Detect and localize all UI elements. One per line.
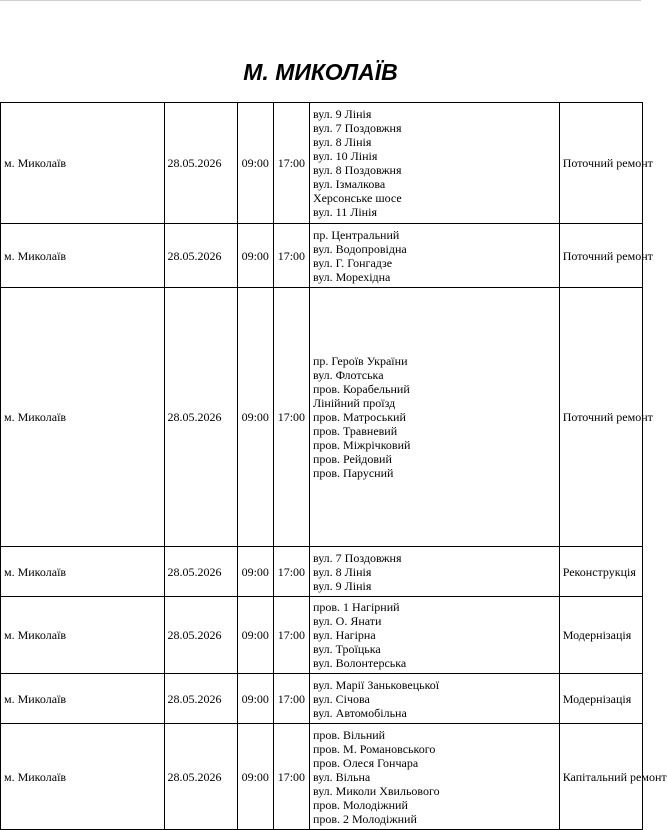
street-name: пров. 1 Нагірний <box>312 600 400 614</box>
street-name: вул. Нагірна <box>312 628 376 642</box>
time-to-cell: 17:00 <box>273 288 309 547</box>
time-to-cell: 17:00 <box>273 597 309 674</box>
street-name: вул. 10 Лінія <box>312 149 378 163</box>
street-name: вул. 9 Лінія <box>312 107 372 121</box>
table-row <box>1 288 643 547</box>
city-cell: м. Миколаїв <box>1 547 165 597</box>
work-type-cell: Поточний ремонт <box>559 288 642 547</box>
time-from-cell: 09:00 <box>237 724 273 830</box>
top-rule <box>0 0 641 1</box>
table-row <box>1 547 643 597</box>
date-cell: 28.05.2026 <box>164 103 237 224</box>
street-name: вул. 11 Лінія <box>312 205 377 219</box>
street-name: пров. Молодіжний <box>312 797 408 812</box>
date-cell: 28.05.2026 <box>164 288 237 547</box>
street-name: вул. 8 Лінія <box>312 564 372 579</box>
table-row <box>1 103 643 224</box>
street-name: вул. Вільна <box>312 769 371 784</box>
streets-cell <box>309 224 559 288</box>
street-name: вул. Марії Заньковецької <box>312 677 440 692</box>
street-name: пр. Центральний <box>312 227 400 242</box>
street-name: вул. Миколи Хвильового <box>312 783 440 798</box>
street-name: пров. Парусний <box>312 466 394 480</box>
street-name: вул. Ізмалкова <box>312 177 386 191</box>
work-type-cell: Модернізація <box>559 597 642 674</box>
time-to-cell: 17:00 <box>273 547 309 597</box>
street-name: пр. Героїв України <box>312 354 408 368</box>
table-row <box>1 724 643 830</box>
city-cell: м. Миколаїв <box>1 724 165 830</box>
street-name: пров. Травневий <box>312 424 398 438</box>
street-name: вул. Волонтерська <box>312 656 407 670</box>
street-name: вул. 9 Лінія <box>312 578 372 593</box>
date-cell: 28.05.2026 <box>164 224 237 288</box>
time-from-cell: 09:00 <box>237 597 273 674</box>
date-cell: 28.05.2026 <box>164 724 237 830</box>
street-name: пров. Матроський <box>312 410 406 424</box>
city-cell: м. Миколаїв <box>1 224 165 288</box>
street-name: вул. О. Янати <box>312 614 382 628</box>
page-title: М. МИКОЛАЇВ <box>243 59 398 85</box>
streets-cell <box>309 724 559 830</box>
street-name: вул. Г. Гонгадзе <box>312 255 393 270</box>
street-name: пров. Корабельний <box>312 382 410 396</box>
streets-cell <box>309 103 559 224</box>
time-from-cell: 09:00 <box>237 224 273 288</box>
street-name: пров. 2 Молодіжний <box>312 811 417 826</box>
time-from-cell: 09:00 <box>237 288 273 547</box>
work-type-cell: Модернізація <box>559 674 642 724</box>
street-name: Херсонське шосе <box>312 191 402 205</box>
city-cell: м. Миколаїв <box>1 288 165 547</box>
date-cell: 28.05.2026 <box>164 547 237 597</box>
time-from-cell: 09:00 <box>237 547 273 597</box>
time-to-cell: 17:00 <box>273 724 309 830</box>
time-to-cell: 17:00 <box>273 103 309 224</box>
street-name: пров. Міжрічковий <box>312 438 411 452</box>
table-row <box>1 224 643 288</box>
outage-table <box>0 102 667 830</box>
work-type-cell: Капітальний ремонт <box>559 724 642 830</box>
time-to-cell: 17:00 <box>273 674 309 724</box>
table-row <box>1 674 643 724</box>
time-from-cell: 09:00 <box>237 674 273 724</box>
street-name: вул. Флотська <box>312 368 384 382</box>
outage-table-body <box>1 103 667 830</box>
city-cell: м. Миколаїв <box>1 103 165 224</box>
date-cell: 28.05.2026 <box>164 674 237 724</box>
work-type-cell: Поточний ремонт <box>559 103 642 224</box>
street-name: вул. 8 Лінія <box>312 135 372 149</box>
city-cell: м. Миколаїв <box>1 674 165 724</box>
streets-cell <box>309 674 559 724</box>
table-row <box>1 597 643 674</box>
street-name: пров. М. Романовського <box>312 741 436 756</box>
streets-cell <box>309 288 559 547</box>
streets-cell <box>309 547 559 597</box>
date-cell: 28.05.2026 <box>164 597 237 674</box>
work-type-cell: Реконструкція <box>559 547 642 597</box>
city-cell: м. Миколаїв <box>1 597 165 674</box>
street-name: вул. 7 Поздовжня <box>312 121 402 135</box>
street-name: вул. Троїцька <box>312 642 381 656</box>
time-from-cell: 09:00 <box>237 103 273 224</box>
street-name: пров. Вільний <box>312 727 386 742</box>
street-name: пров. Олеся Гончара <box>312 755 419 770</box>
street-name: Лінійний проїзд <box>312 396 396 410</box>
time-to-cell: 17:00 <box>273 224 309 288</box>
street-name: вул. Водопровідна <box>312 241 407 256</box>
street-name: вул. Автомобільна <box>312 705 407 720</box>
street-name: вул. 8 Поздовжня <box>312 163 402 177</box>
street-name: пров. Рейдовий <box>312 452 392 466</box>
work-type-cell: Поточний ремонт <box>559 224 642 288</box>
street-name: вул. Морехідна <box>312 269 391 284</box>
street-name: вул. Січова <box>312 691 370 706</box>
street-name: вул. 7 Поздовжня <box>312 550 402 565</box>
streets-cell <box>309 597 559 674</box>
